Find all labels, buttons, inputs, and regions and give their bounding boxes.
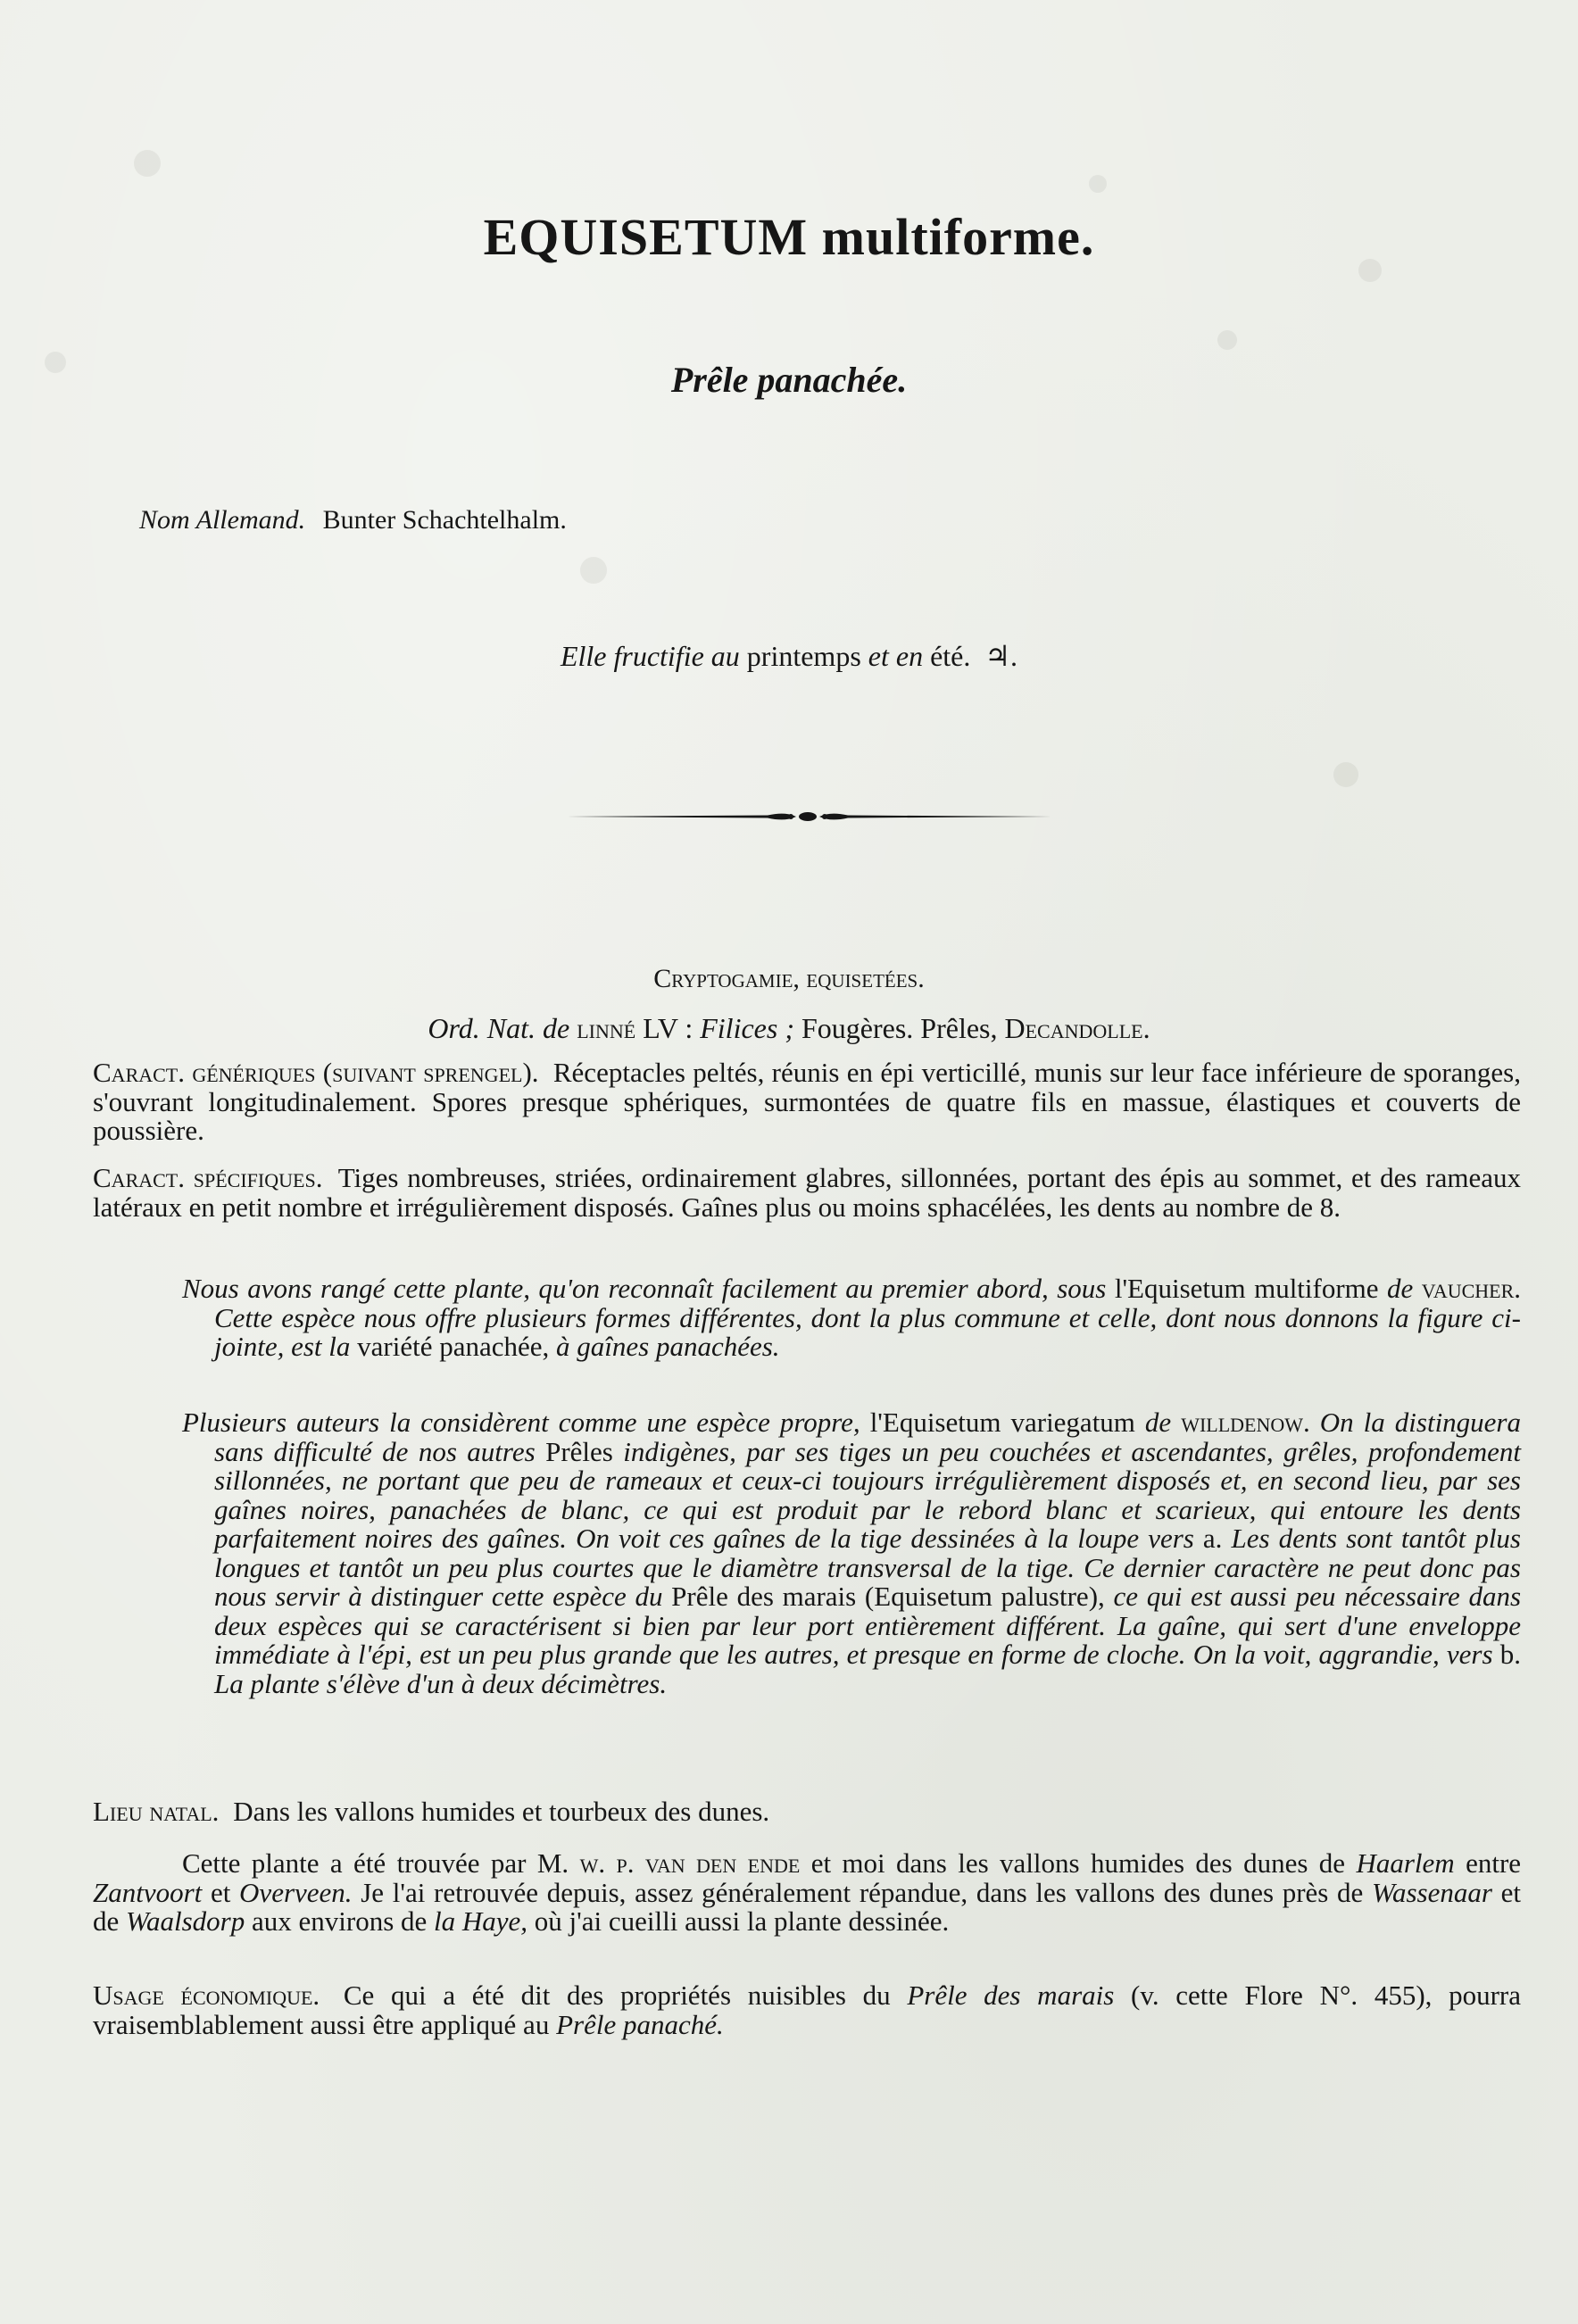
willdenow-c: de bbox=[1144, 1407, 1172, 1438]
willdenow-paragraph bbox=[182, 1407, 1522, 1699]
found-k: et de bbox=[93, 1876, 1522, 1938]
vaucher-e: Cette espèce nous offre plusieurs formes différentes, dont la plus commune et celle, dont nous donnons la figure ci-jointe, est la bbox=[214, 1301, 1521, 1363]
found-j: Wassenaar bbox=[1372, 1876, 1492, 1908]
classification-class: Cryptogamie, equisetées. bbox=[653, 964, 925, 993]
economic-use bbox=[93, 1981, 1521, 2039]
willdenow-l: b. bbox=[1499, 1639, 1522, 1671]
order-label: Ord. Nat. bbox=[428, 1012, 536, 1044]
specific-characters bbox=[93, 1164, 1521, 1222]
willdenow-i: Les dents sont tantôt plus longues et tantôt un peu plus courtes que le diamètre transversal de la tige. Ce dernier caractère ne peut donc pas nous servir à distinguer cette espèce du bbox=[214, 1523, 1521, 1613]
vaucher-f: variété panachée, bbox=[357, 1331, 550, 1363]
fruiting-part2: au bbox=[710, 640, 740, 672]
generic-characters bbox=[93, 1058, 1521, 1146]
paper-spot bbox=[1333, 762, 1358, 787]
willdenow-a: Plusieurs auteurs la considèrent comme une espèce propre, bbox=[182, 1407, 860, 1438]
native-habitat-heading: Lieu natal. bbox=[93, 1796, 220, 1827]
willdenow-g: indigènes, par ses tiges un peu couchées et ascendantes, grêles, profondement sillonnées, ne portant que peu de rameaux et ceux-ci toujours irrégulièrement disposés et, en second lieu, par ses gaînes noires, panachées de blanc, ce qui est produit par le rebord blanc et scarieux, qui entoure les dents parfaitement noires des gaînes. On voit ces gaînes de la tige dessinées à la loupe vers bbox=[214, 1435, 1522, 1555]
german-name-label: Nom Allemand. bbox=[139, 505, 306, 535]
usage-a: Ce qui a été dit des propriétés nuisibles du bbox=[343, 1980, 891, 2011]
found-f: Zantvoort bbox=[93, 1876, 203, 1908]
fruiting-season bbox=[0, 639, 1578, 673]
fruiting-part4: et en bbox=[868, 640, 924, 672]
found-l: Waalsdorp bbox=[126, 1905, 245, 1938]
found-d: Haarlem bbox=[1356, 1847, 1455, 1879]
found-paragraph bbox=[93, 1849, 1521, 1937]
willdenow-f: Prêles bbox=[545, 1435, 613, 1467]
order-rest: Fougères. Prêles, bbox=[801, 1012, 998, 1044]
generic-characters-text: Réceptacles peltés, réunis en épi verticillé, munis sur leur face inférieure de sporanges, s'ouvrant longitudinalement. Spores presque sphériques, surmontées de quatre fils en massue, élastiques et couverts de poussière. bbox=[93, 1057, 1521, 1147]
found-e: entre bbox=[1466, 1847, 1522, 1879]
generic-characters-heading: Caract. génériques (suivant sprengel). bbox=[93, 1057, 539, 1088]
paper-spot bbox=[1217, 330, 1237, 350]
willdenow-b: l'Equisetum variegatum bbox=[869, 1407, 1135, 1438]
willdenow-h: a. bbox=[1202, 1523, 1223, 1555]
vaucher-paragraph bbox=[182, 1273, 1522, 1363]
usage-d: Prêle panaché. bbox=[556, 2008, 724, 2040]
found-n: la Haye, bbox=[434, 1905, 528, 1938]
specific-characters-text: Tiges nombreuses, striées, ordinairement glabres, sillonnées, portant des épis au sommet, et des rameaux latéraux en petit nombre et irrégulièrement disposés. Gaînes plus ou moins sphacélées, les dents au nombre de 8. bbox=[93, 1162, 1521, 1223]
perennial-symbol: ♃. bbox=[984, 640, 1018, 672]
native-habitat bbox=[93, 1797, 1521, 1827]
vaucher-c: de bbox=[1387, 1273, 1414, 1304]
usage-c: (v. cette Flore N°. 455), pourra vraisemblablement aussi être appliqué au bbox=[93, 1980, 1522, 2040]
paper-spot bbox=[580, 557, 607, 584]
willdenow-d: willdenow. bbox=[1181, 1407, 1310, 1438]
found-g: et bbox=[210, 1876, 231, 1908]
vaucher-a: Nous avons rangé cette plante, qu'on reconnaît facilement au premier abord, sous bbox=[182, 1273, 1107, 1304]
found-i: Je l'ai retrouvée depuis, assez généralement répandue, dans les vallons des dunes près de bbox=[361, 1876, 1364, 1908]
specific-characters-heading: Caract. spécifiques. bbox=[93, 1162, 323, 1193]
order-number: LV : bbox=[643, 1012, 693, 1044]
found-a: Cette plante a été trouvée par M. bbox=[182, 1847, 569, 1879]
economic-use-heading: Usage économique. bbox=[93, 1980, 320, 2011]
order-author: linné bbox=[577, 1012, 636, 1044]
found-o: où j'ai cueilli aussi la plante dessinée. bbox=[534, 1905, 950, 1938]
found-h: Overveen. bbox=[239, 1876, 353, 1908]
vaucher-g: à gaînes panachées. bbox=[556, 1331, 780, 1363]
page-subtitle: Prêle panachée. bbox=[670, 360, 908, 400]
fruiting-part3: printemps bbox=[746, 640, 861, 672]
vaucher-b: l'Equisetum multiforme bbox=[1114, 1273, 1379, 1304]
order-author2: Decandolle. bbox=[1004, 1012, 1150, 1044]
vaucher-d: vaucher. bbox=[1421, 1273, 1522, 1304]
paper-spot bbox=[1089, 175, 1107, 193]
german-name bbox=[139, 505, 567, 535]
willdenow-m: La plante s'élève d'un à deux décimètres. bbox=[214, 1667, 668, 1699]
fruiting-part5: été. bbox=[930, 640, 971, 672]
usage-b: Prêle des marais bbox=[907, 1980, 1115, 2011]
ornament-divider bbox=[562, 803, 1053, 830]
found-c: et moi dans les vallons humides des dunes de bbox=[810, 1847, 1346, 1879]
found-m: aux environs de bbox=[251, 1905, 428, 1938]
paper-spot bbox=[134, 150, 161, 177]
willdenow-j: Prêle des marais (Equisetum palustre), bbox=[671, 1581, 1105, 1613]
willdenow-k: ce qui est aussi peu nécessaire dans deux espèces qui se caractérisent si bien par leur port entièrement différent. La gaîne, qui sert d'une enveloppe immédiate à l'épi, est un peu plus grande que les autres, et presque en forme de cloche. On la voit, aggrandie, vers bbox=[214, 1581, 1522, 1671]
order-group: Filices ; bbox=[700, 1012, 794, 1044]
classification-order bbox=[0, 1012, 1578, 1045]
fruiting-part1: Elle fructifie bbox=[560, 640, 704, 672]
native-habitat-text: Dans les vallons humides et tourbeux des dunes. bbox=[233, 1796, 770, 1827]
order-de: de bbox=[543, 1012, 570, 1044]
german-name-value: Bunter Schachtelhalm. bbox=[322, 505, 567, 535]
willdenow-e: On la distinguera sans difficulté de nos autres bbox=[214, 1407, 1522, 1467]
page-title: EQUISETUM multiforme. bbox=[483, 208, 1095, 266]
found-b: w. p. van den ende bbox=[579, 1847, 801, 1879]
